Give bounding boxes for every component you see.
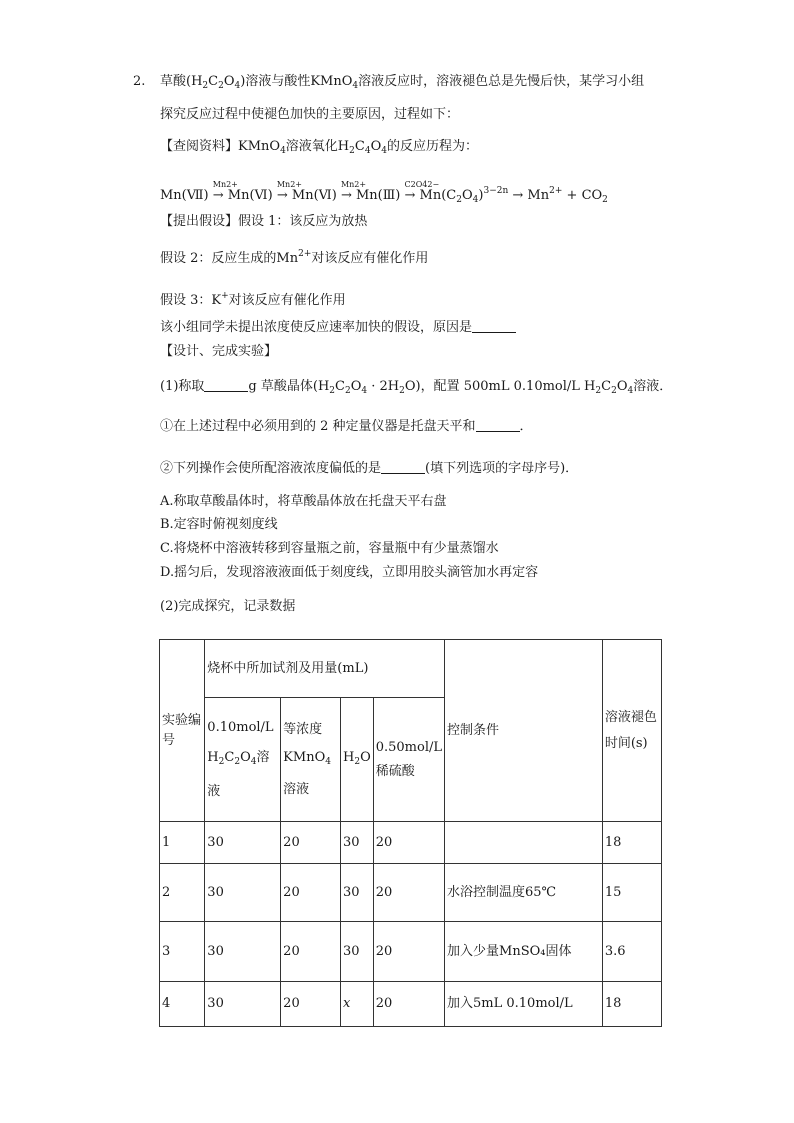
header-reagents: 烧杯中所加试剂及用量(mL) <box>205 640 445 698</box>
hypothesis-2: 假设 2：反应生成的$Mn^{2+}$对该反应有催化作用 <box>160 249 429 266</box>
experiment-table <box>159 639 662 1027</box>
header-h2so4: 0.50mol/L稀硫酸 <box>373 698 444 822</box>
header-water: $H_2O$ <box>340 698 373 822</box>
answer-blank-mass[interactable] <box>204 379 248 392</box>
header-kmno4: 等浓度KMnO$_4$ 溶液 <box>281 698 341 822</box>
answer-blank-option[interactable] <box>381 461 425 474</box>
option-d: D.摇匀后，发现溶液液面低于刻度线，立即用胶头滴管加水再定容 <box>160 565 539 580</box>
question-number: 2. <box>133 74 146 89</box>
answer-blank-instrument[interactable] <box>476 419 520 432</box>
option-b: B.定容时俯视刻度线 <box>160 517 278 532</box>
sub-question-2: ②下列操作会使所配溶液浓度偏低的是 (填下列选项的字母序号)． <box>160 461 579 476</box>
mechanism-equation: Mn(Ⅶ) Mn2+ → Mn(Ⅵ) Mn2+ → Mn(Ⅵ) Mn2+ → Mn(Ⅲ) C2O42− → $Mn(C_2O_4)^{3-2n} \to Mn^{2+} + CO_2$ <box>160 180 608 205</box>
answer-blank-reason[interactable] <box>472 320 516 333</box>
table-row: 1 30 20 30 20 18 <box>160 822 662 864</box>
reference-line: 【查阅资料】KMnO$_4$溶液氧化$H_2C_4O_4$的反应历程为： <box>160 139 478 156</box>
part-1-line: (1)称取 g 草酸晶体$(H_2C_2O_4 \cdot 2H_2O)$，配置 500mL 0.10mol/L $H_2C_2O_4$溶液． <box>160 379 673 396</box>
hypothesis-3: 假设 3：K+对该反应有催化作用 <box>160 291 346 308</box>
design-heading: 【设计、完成实验】 <box>160 344 278 359</box>
option-a: A.称取草酸晶体时，将草酸晶体放在托盘天平右盘 <box>160 494 447 509</box>
hypothesis-1: 【提出假设】假设 1：该反应为放热 <box>160 214 368 229</box>
header-control: 控制条件 <box>445 640 603 822</box>
table-row: 4 30 20 x 20 加入5mL 0.10mol/L 18 <box>160 982 662 1027</box>
reason-line: 该小组同学未提出浓度使反应速率加快的假设，原因是 <box>160 319 516 337</box>
table-row: 3 30 20 30 20 加入少量MnSO₄固体 3.6 <box>160 922 662 982</box>
option-c: C.将烧杯中溶液转移到容量瓶之前，容量瓶中有少量蒸馏水 <box>160 541 499 556</box>
intro-line-2: 探究反应过程中使褪色加快的主要原因，过程如下： <box>160 107 460 122</box>
header-time: 溶液褪色时间(s) <box>602 640 661 822</box>
header-oxalic: 0.10mol/L $H_2C_2O_4$溶液 <box>205 698 281 822</box>
intro-line-1: 草酸$(H_2C_2O_4)$溶液与酸性KMnO$_4$溶液反应时，溶液褪色总是先慢后快，某学习小组 <box>160 74 645 91</box>
header-exp-no: 实验编号 <box>160 640 205 822</box>
table-row: 2 30 20 30 20 水浴控制温度65℃ 15 <box>160 864 662 922</box>
sub-question-1: ①在上述过程中必须用到的 2 种定量仪器是托盘天平和 ． <box>160 419 533 434</box>
part-2-line: (2)完成探究，记录数据 <box>160 599 296 614</box>
